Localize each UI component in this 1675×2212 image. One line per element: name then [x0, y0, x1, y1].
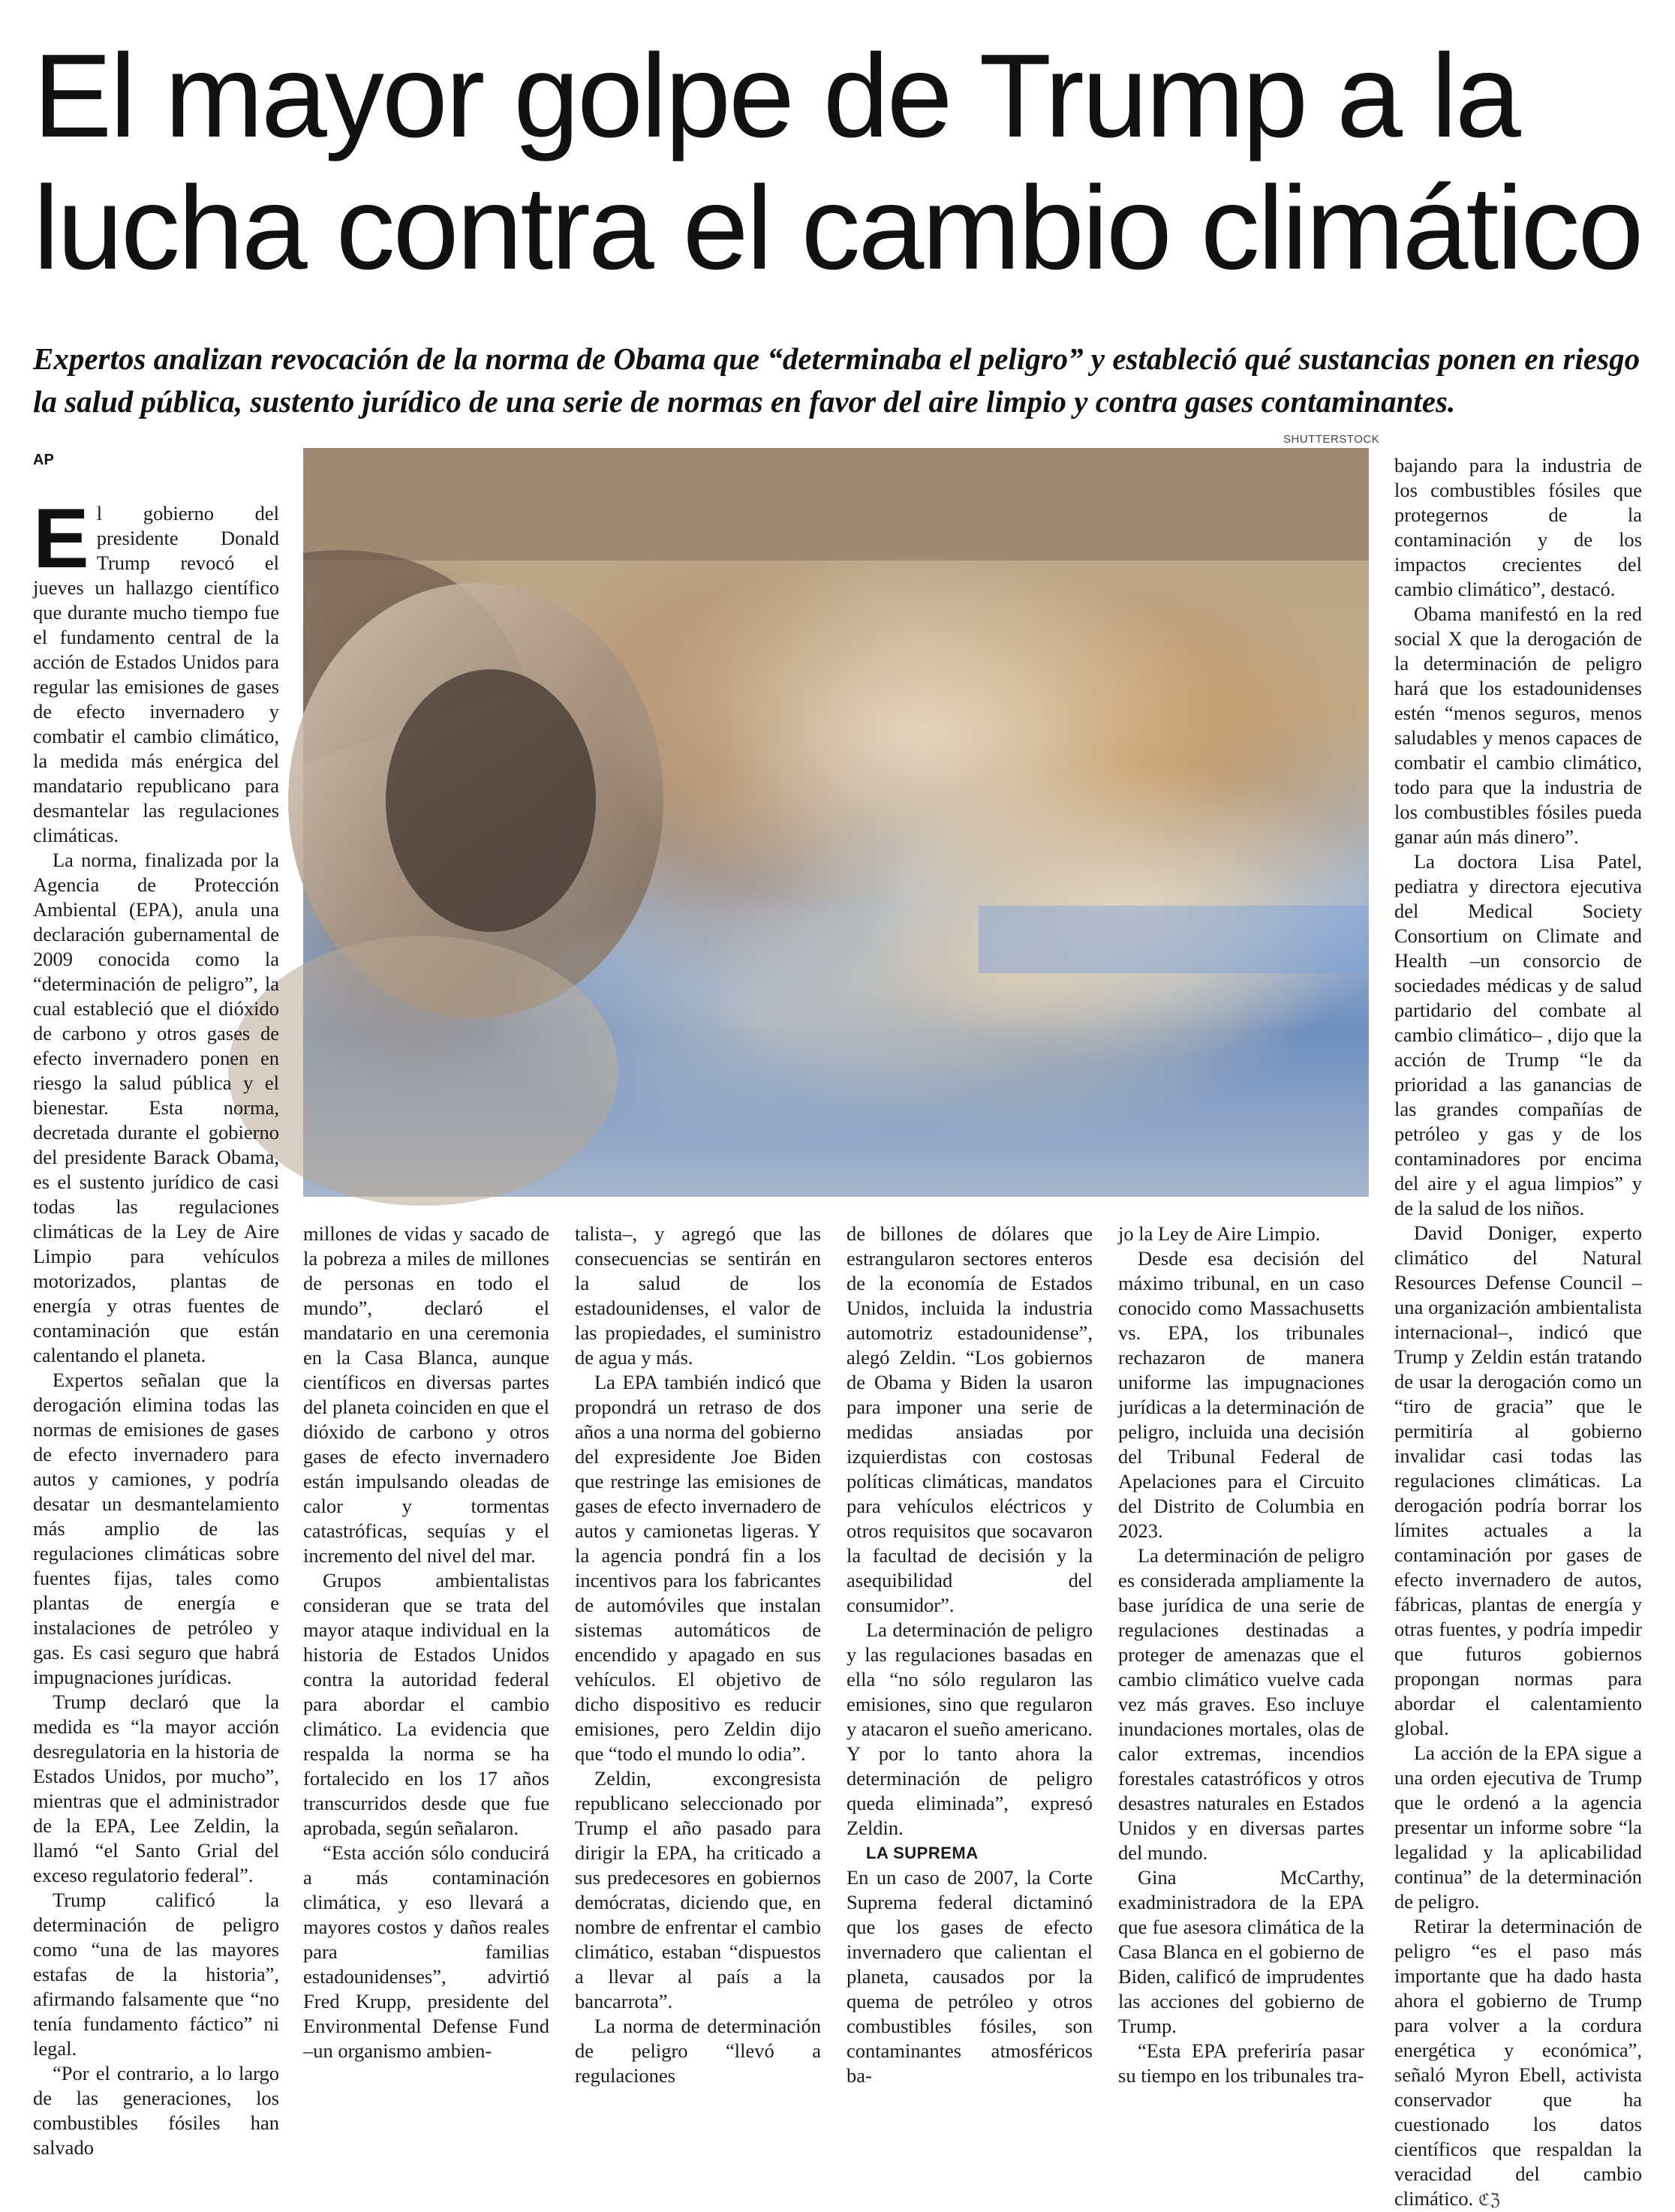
paragraph: bajando para la industria de los combustibles fósiles que protegernos de la contaminación y de los impactos crecientes del cambio climático”, destacó. — [1394, 454, 1642, 600]
paragraph: La EPA también indicó que propondrá un retraso de dos años a una norma del gobierno del expresidente Joe Biden que restringe las emisiones de gases de efecto invernadero de autos y camionetas ligeras. Y la agencia pondrá fin a los incentivos para los fabricantes de automóviles que instalan sistemas automáticos de encendido y apagado en sus vehículos. El objetivo de dicho dispositivo es reducir emisiones, pero Zeldin dijo que “todo el mundo lo odia”. — [575, 1371, 821, 1765]
paragraph: La doctora Lisa Patel, pediatra y directora ejecutiva del Medical Society Consortium on Climate and Health –un consorcio de sociedades médicas y de salud partidario del combate al cambio climático– , dijo que la acción de Trump “le da prioridad a las ganancias de las grandes compañías de petróleo y gas y de los contaminadores por encima del aire y el agua limpios” y de la salud de los niños. — [1394, 850, 1642, 1219]
column-5 — [1118, 1222, 1364, 2088]
column-4 — [847, 1222, 1093, 2088]
paragraph: talista–, y agregó que las consecuencias se sentirán en la salud de los estadounidenses, el valor de las propiedades, el suministro de agua y más. — [575, 1222, 821, 1369]
paragraph: La determinación de peligro es considerada ampliamente la base jurídica de una serie de regulaciones destinadas a proteger de amenazas que el cambio climático vuelve cada vez más graves. Eso incluye inundaciones mortales, olas de calor extremas, incendios forestales catastróficos y otros desastres naturales en Estados Unidos y en diversas partes del mundo. — [1118, 1544, 1364, 1864]
column-6 — [1394, 453, 1642, 2212]
paragraph: En un caso de 2007, la Corte Suprema federal dictaminó que los gases de efecto invernadero que calientan el planeta, causados por la quema de petróleo y otros combustibles fósiles, son contaminantes atmosféricos ba- — [847, 1866, 1093, 2087]
byline: AP — [33, 452, 54, 468]
paragraph: Obama manifestó en la red social X que la derogación de la determinación de peligro hará que los estadounidenses estén “menos seguros, menos saludables y menos capaces de combatir el cambio climático, todo para que la industria de los combustibles fósiles pueda ganar aún más dinero”. — [1394, 603, 1642, 848]
paragraph: Retirar la determinación de peligro “es el paso más importante que ha dado hasta ahora el gobierno de Trump para volver a la cordura energética y económica”, señaló Myron Ebell, activista conservador que ha cuestionado los datos científicos que respaldan la veracidad del cambio climático. ℭℨ — [1394, 1915, 1642, 2210]
paragraph: La norma, finalizada por la Agencia de Protección Ambiental (EPA), anula una declaración gubernamental de 2009 conocida como la “determinación de peligro”, la cual estableció que el dióxido de carbono y otros gases de efecto invernadero ponen en riesgo la salud pública y el bienestar. Esta norma, decretada durante el gobierno del presidente Barack Obama, es el sustento jurídico de casi todas las regulaciones climáticas de la Ley de Aire Limpio para vehículos motorizados, plantas de energía y otras fuentes de contaminación que están calentando el planeta. — [33, 849, 279, 1366]
drop-cap: E — [33, 491, 89, 585]
paragraph: La acción de la EPA sigue a una orden ejecutiva de Trump que le ordenó a la agencia presentar un informe sobre “la legalidad y la aplicabilidad continua” de la determinación de peligro. — [1394, 1742, 1642, 1913]
paragraph: El gobierno del presidente Donald Trump revocó el jueves un hallazgo científico que durante mucho tiempo fue el fundamento central de la acción de Estados Unidos para regular las emisiones de gases de efecto invernadero y combatir el cambio climático, la medida más enérgica del mandatario republicano para desmantelar las regulaciones climáticas. — [33, 491, 279, 846]
paragraph: Grupos ambientalistas consideran que se trata del mayor ataque individual en la historia de Estados Unidos contra la autoridad federal para abordar el cambio climático. La evidencia que respalda la norma se ha fortalecido en los 17 años transcurridos desde que fue aprobada, según señalaron. — [303, 1569, 549, 1839]
paragraph: “Por el contrario, a lo largo de las generaciones, los combustibles fósiles han salvado — [33, 2062, 279, 2159]
paragraph: Desde esa decisión del máximo tribunal, en un caso conocido como Massachusetts vs. EPA, los tribunales rechazaron de manera uniforme las impugnaciones jurídicas a la determinación de peligro, incluida una decisión del Tribunal Federal de Apelaciones para el Circuito del Distrito de Columbia en 2023. — [1118, 1247, 1364, 1542]
paragraph: millones de vidas y sacado de la pobreza a miles de millones de personas en todo el mundo”, declaró el mandatario en una ceremonia en la Casa Blanca, aunque científicos en diversas partes del planeta coinciden en que el dióxido de carbono y otros gases de efecto invernadero están impulsando oleadas de calor y tormentas catastróficas, sequías y el incremento del nivel del mar. — [303, 1222, 549, 1567]
paragraph: “Esta acción sólo conducirá a más contaminación climática, y eso llevará a mayores costos y daños reales para familias estadounidenses”, advirtió Fred Krupp, presidente del Environmental Defense Fund –un organismo ambien- — [303, 1841, 549, 2062]
paragraph: jo la Ley de Aire Limpio. — [1118, 1222, 1321, 1245]
exhaust-pipe-illustration — [303, 448, 1369, 1197]
column-3 — [575, 1222, 821, 2088]
paragraph: Gina McCarthy, exadministradora de la EPA que fue asesora climática de la Casa Blanca en el gobierno de Biden, calificó de imprudentes las acciones del gobierno de Trump. — [1118, 1866, 1364, 2037]
subheadline-dek: Expertos analizan revocación de la norma de Obama que “determinaba el peligro” y estableció qué sustancias ponen en riesgo la salud pública, sustento jurídico de una serie de normas en favor del aire limpio y contra gases contaminantes. — [33, 341, 1640, 419]
headline: El mayor golpe de Trump a la lucha contra el cambio climático — [33, 30, 1642, 294]
paragraph: Trump calificó la determinación de peligro como “una de las mayores estafas de la historia”, afirmando falsamente que “no tenía fundamento fáctico” ni legal. — [33, 1889, 279, 2060]
photo-credit: SHUTTERSTOCK — [1283, 433, 1380, 446]
section-subhead: LA SUPREMA — [866, 1844, 979, 1862]
exhaust-smoke-photo — [303, 448, 1369, 1197]
column-1 — [33, 491, 279, 2160]
end-mark-icon: ℭℨ — [1478, 2190, 1500, 2209]
column-2 — [303, 1222, 549, 2063]
paragraph: “Esta EPA preferiría pasar su tiempo en los tribunales tra- — [1118, 2039, 1364, 2087]
paragraph: Zeldin, excongresista republicano seleccionado por Trump el año pasado para dirigir la EPA, ha criticado a sus predecesores en gobiernos demócratas, diciendo que, en nombre de enfrentar el cambio climático, estaban “dispuestos a llevar al país a la bancarrota”. — [575, 1767, 821, 2012]
paragraph: de billones de dólares que estrangularon sectores enteros de la economía de Estados Unidos, incluida la industria automotriz estadounidense”, alegó Zeldin. “Los gobiernos de Obama y Biden la usaron para imponer una serie de medidas ansiadas por izquierdistas con costosas políticas climáticas, mandatos para vehículos eléctricos y otros requisitos que socavaron la facultad de decisión y la asequibilidad del consumidor”. — [847, 1222, 1093, 1616]
paragraph: Trump declaró que la medida es “la mayor acción desregulatoria en la historia de Estados Unidos, por mucho”, mientras que el administrador de la EPA, Lee Zeldin, la llamó “el Santo Grial del exceso regulatorio federal”. — [33, 1691, 279, 1886]
paragraph: La norma de determinación de peligro “llevó a regulaciones — [575, 2015, 821, 2087]
paragraph: Expertos señalan que la derogación elimina todas las normas de emisiones de gases de efecto invernadero para autos y camiones, y podría desatar un desmantelamiento más amplio de las regulaciones climáticas sobre fuentes fijas, tales como plantas de energía e instalaciones de petróleo y gas. Es casi seguro que habrá impugnaciones jurídicas. — [33, 1369, 279, 1688]
paragraph: David Doniger, experto climático del Natural Resources Defense Council –una organización ambientalista internacional–, indicó que Trump y Zeldin están tratando de usar la derogación como un “tiro de gracia” que le permitiría al gobierno invalidar casi todas las regulaciones climáticas. La derogación podría borrar los límites actuales a la contaminación por gases de efecto invernadero de autos, fábricas, plantas de energía y otras fuentes, y podría impedir que futuros gobiernos propongan normas para abordar el calentamiento global. — [1394, 1222, 1642, 1739]
paragraph: La determinación de peligro y las regulaciones basadas en ella “no sólo regularon las emisiones, sino que regularon y atacaron el sueño americano. Y por lo tanto ahora la determinación de peligro queda eliminada”, expresó Zeldin. — [847, 1618, 1093, 1839]
